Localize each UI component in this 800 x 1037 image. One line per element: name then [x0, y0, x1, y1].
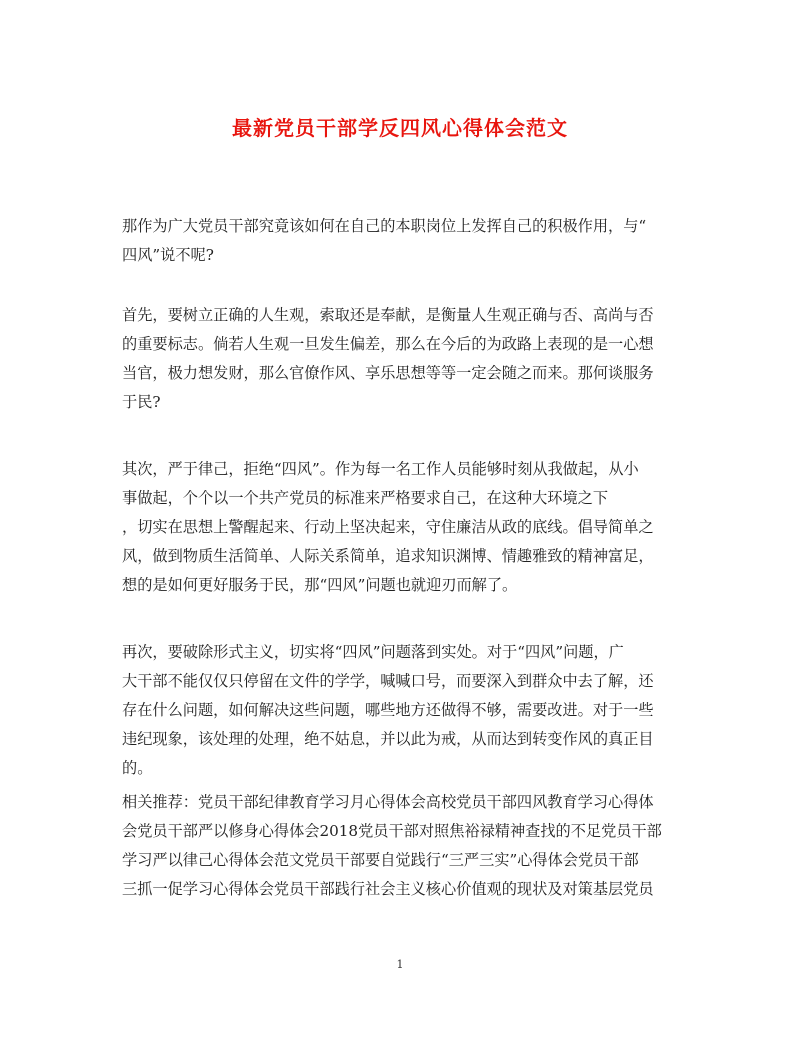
text-line: 想的是如何更好服务于民，那“四风”问题也就迎刃而解了。	[122, 576, 518, 594]
paragraph-second	[122, 455, 678, 600]
text-line: 违纪现象，该处理的处理，绝不姑息，并以此为戒，从而达到转变作风的真正目	[122, 730, 654, 748]
text-line: 当官，极力想发财，那么官僚作风、享乐思想等等一定会随之而来。那何谈服务	[122, 364, 654, 382]
text-line: 事做起，个个以一个共产党员的标准来严格要求自己，在这种大环境之下	[122, 489, 608, 507]
paragraph-first	[122, 301, 678, 417]
text-line: 会党员干部严以修身心得体会2018党员干部对照焦裕禄精神查找的不足党员干部	[122, 822, 662, 840]
text-line: 大干部不能仅仅只停留在文件的学学，喊喊口号，而要深入到群众中去了解，还	[122, 672, 654, 690]
text-line: 的重要标志。倘若人生观一旦发生偏差，那么在今后的为政路上表现的是一心想	[122, 335, 654, 353]
text-line: 于民?	[122, 393, 161, 411]
text-line: 其次，严于律己，拒绝“四风”。作为每一名工作人员能够时刻从我做起，从小	[122, 460, 639, 478]
document-title: 最新党员干部学反四风心得体会范文	[232, 116, 568, 140]
text-line: 风，做到物质生活简单、人际关系简单，追求知识渊博、情趣雅致的精神富足，	[122, 547, 654, 565]
text-line: 学习严以律己心得体会范文党员干部要自觉践行“三严三实”心得体会党员干部	[122, 851, 639, 869]
paragraph-related	[122, 788, 678, 904]
text-line: 三抓一促学习心得体会党员干部践行社会主义核心价值观的现状及对策基层党员	[122, 880, 654, 898]
page-number: 1	[396, 958, 404, 971]
paragraph-intro	[122, 212, 678, 270]
text-line: 四风”说不呢?	[122, 246, 214, 264]
text-line: ，切实在思想上警醒起来、行动上坚决起来，守住廉洁从政的底线。倡导简单之	[122, 518, 654, 536]
text-line: 再次，要破除形式主义，切实将“四风”问题落到实处。对于“四风”问题，广	[122, 643, 624, 661]
paragraph-third	[122, 638, 678, 783]
text-line: 那作为广大党员干部究竟该如何在自己的本职岗位上发挥自己的积极作用，与“	[122, 217, 647, 235]
text-line: 首先，要树立正确的人生观，索取还是奉献，是衡量人生观正确与否、高尚与否	[122, 306, 654, 324]
text-line: 的。	[122, 759, 153, 777]
text-line: 相关推荐：党员干部纪律教育学习月心得体会高校党员干部四风教育学习心得体	[122, 793, 654, 811]
text-line: 存在什么问题，如何解决这些问题，哪些地方还做得不够，需要改进。对于一些	[122, 701, 654, 719]
